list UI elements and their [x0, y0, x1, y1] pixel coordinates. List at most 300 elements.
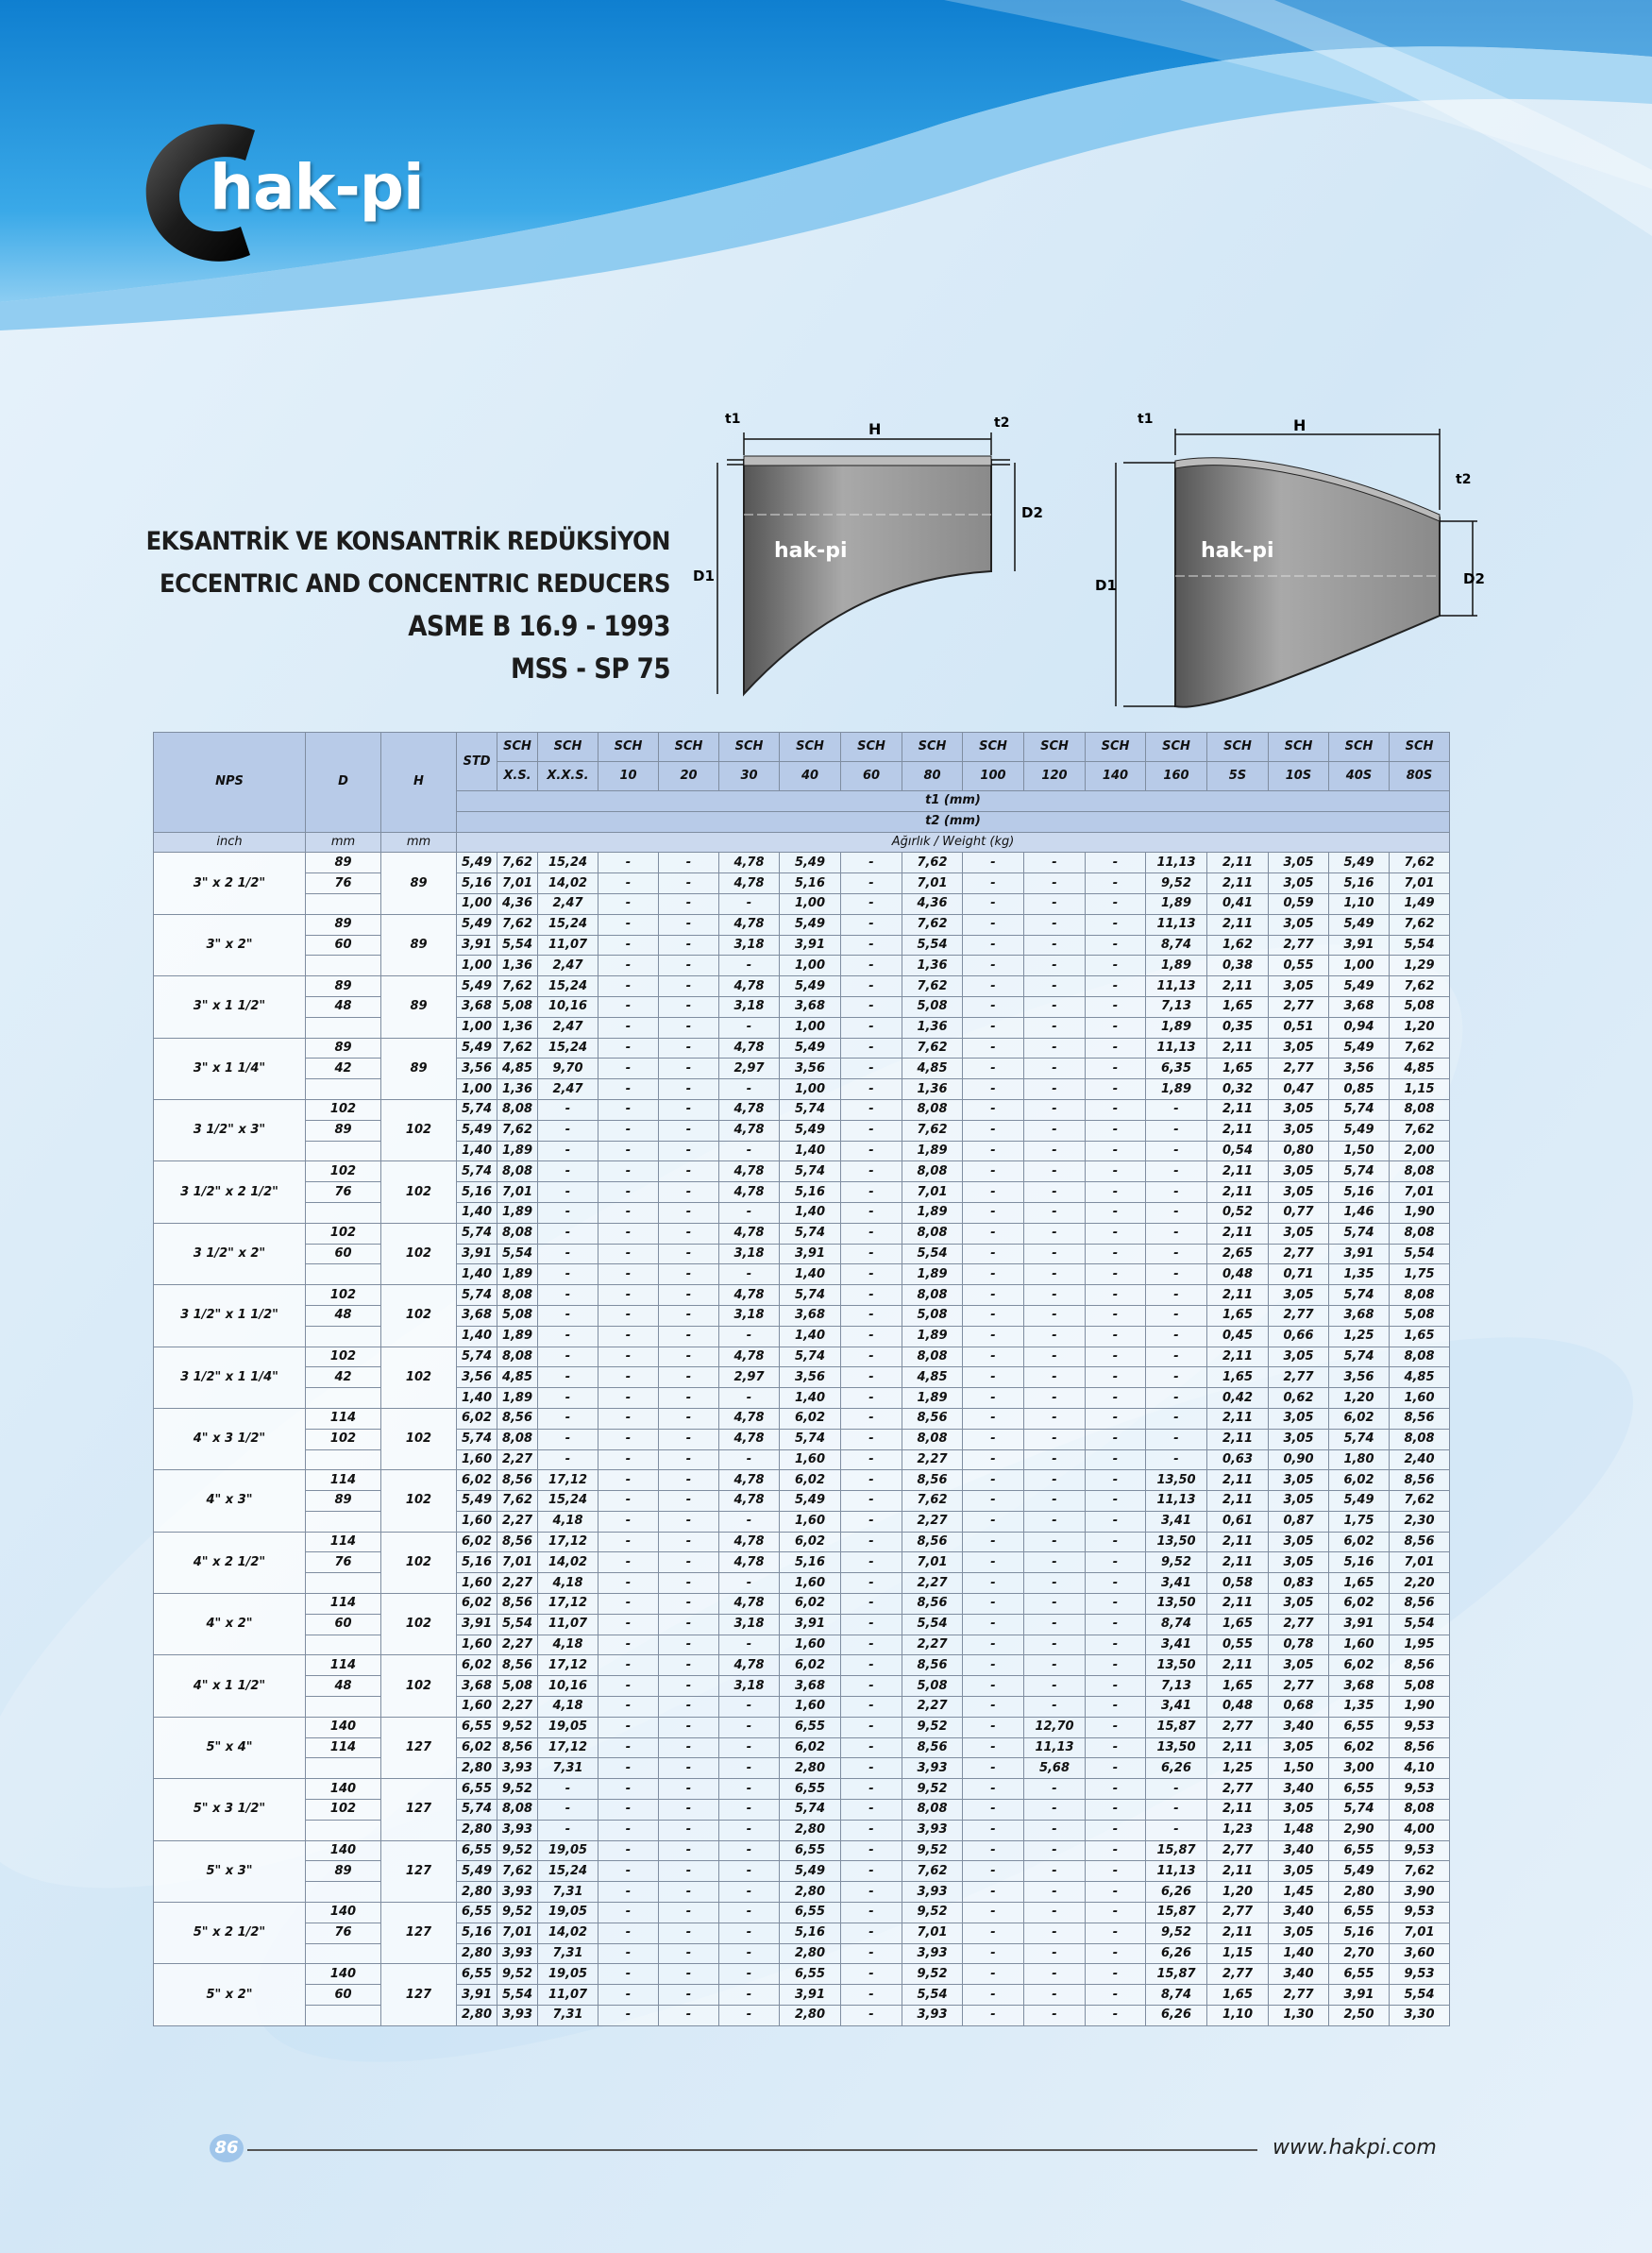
cell-value: 7,13 — [1146, 996, 1207, 1017]
cell-value: 3,05 — [1269, 1408, 1329, 1429]
cell-value: - — [659, 1244, 719, 1264]
cell-value: 5,49 — [1329, 1861, 1390, 1882]
cell-value: 3,68 — [457, 996, 497, 1017]
cell-value: 2,11 — [1207, 1491, 1269, 1512]
cell-value: - — [1086, 1429, 1146, 1449]
header-sch-top-10: SCH — [1086, 733, 1146, 762]
cell-value: 8,56 — [497, 1532, 538, 1552]
cell-value: - — [659, 1388, 719, 1409]
cell-value: 3,68 — [780, 1305, 841, 1326]
cell-value: - — [1086, 893, 1146, 914]
cell-value: 3,05 — [1269, 1655, 1329, 1676]
cell-value: 5,74 — [1329, 1347, 1390, 1367]
header-sch-bottom-13: 10S — [1269, 762, 1329, 791]
cell-value: - — [1146, 1779, 1207, 1800]
cell-value: 5,54 — [497, 1614, 538, 1635]
table-row — [154, 1903, 1450, 1923]
cell-value: - — [1024, 1511, 1086, 1532]
cell-value: - — [841, 1347, 902, 1367]
cell-value: 1,80 — [1329, 1449, 1390, 1470]
cell-value: - — [963, 1820, 1024, 1840]
cell-value: 2,11 — [1207, 1182, 1269, 1203]
cell-value: 7,01 — [1390, 1552, 1450, 1573]
cell-value: 2,80 — [780, 1943, 841, 1964]
cell-value: - — [659, 1614, 719, 1635]
cell-value: 6,02 — [780, 1532, 841, 1552]
cell-value: - — [659, 1511, 719, 1532]
cell-value: - — [659, 1882, 719, 1903]
cell-value: 8,56 — [902, 1532, 963, 1552]
cell-h: 102 — [381, 1285, 457, 1347]
cell-value: - — [538, 1449, 598, 1470]
cell-value: 1,10 — [1329, 893, 1390, 914]
cell-value: 1,20 — [1207, 1882, 1269, 1903]
cell-value: 5,16 — [780, 1923, 841, 1943]
cell-value: 8,08 — [1390, 1099, 1450, 1120]
header-sch-top-2: SCH — [598, 733, 659, 762]
cell-value: - — [719, 1511, 780, 1532]
cell-value: - — [1086, 1511, 1146, 1532]
cell-value: - — [1146, 1264, 1207, 1285]
table-row — [154, 2006, 1450, 2026]
cell-value: - — [841, 1779, 902, 1800]
cell-value: 1,36 — [902, 956, 963, 976]
cell-value: 8,08 — [902, 1099, 963, 1120]
header-sch-bottom-7: 80 — [902, 762, 963, 791]
header-sch-top-4: SCH — [719, 733, 780, 762]
cell-value: 1,60 — [457, 1449, 497, 1470]
cell-value: 8,56 — [1390, 1470, 1450, 1491]
cell-value: - — [963, 1491, 1024, 1512]
cell-value: - — [1024, 935, 1086, 956]
cell-d: 114 — [306, 1594, 381, 1615]
cell-value: 3,91 — [457, 1614, 497, 1635]
cell-value: - — [963, 996, 1024, 1017]
cell-value: - — [841, 873, 902, 894]
cell-d-empty — [306, 1697, 381, 1718]
cell-d: 76 — [306, 873, 381, 894]
cell-value: 5,49 — [780, 914, 841, 935]
cell-value: - — [659, 1594, 719, 1615]
cell-value: 3,56 — [1329, 1367, 1390, 1388]
cell-value: 6,35 — [1146, 1059, 1207, 1079]
cell-value: - — [1086, 1326, 1146, 1347]
cell-value: - — [841, 996, 902, 1017]
cell-value: 1,23 — [1207, 1820, 1269, 1840]
header-sch-bottom-11: 160 — [1146, 762, 1207, 791]
cell-value: - — [963, 1800, 1024, 1821]
cell-value: - — [598, 1697, 659, 1718]
table-row — [154, 1882, 1450, 1903]
cell-value: - — [598, 1614, 659, 1635]
reducer-spec-table — [153, 732, 1450, 2026]
cell-value: - — [719, 1840, 780, 1861]
cell-value: - — [1086, 935, 1146, 956]
cell-value: 3,68 — [457, 1676, 497, 1697]
cell-value: - — [1024, 1244, 1086, 1264]
cell-value: - — [963, 1737, 1024, 1758]
cell-value: 13,50 — [1146, 1470, 1207, 1491]
cell-value: 3,41 — [1146, 1573, 1207, 1594]
cell-value: - — [659, 893, 719, 914]
cell-d-empty — [306, 1202, 381, 1223]
cell-value: 0,61 — [1207, 1511, 1269, 1532]
cell-value: 1,00 — [780, 893, 841, 914]
cell-h: 127 — [381, 1717, 457, 1778]
cell-value: 1,65 — [1207, 1985, 1269, 2006]
cell-value: 7,62 — [497, 976, 538, 997]
cell-value: 7,62 — [497, 853, 538, 873]
cell-d: 60 — [306, 1985, 381, 2006]
cell-value: - — [841, 1985, 902, 2006]
cell-value: - — [1086, 1943, 1146, 1964]
table-row — [154, 1449, 1450, 1470]
cell-value: 3,05 — [1269, 1099, 1329, 1120]
cell-value: 6,02 — [780, 1594, 841, 1615]
cell-value: - — [659, 996, 719, 1017]
cell-value: - — [841, 1758, 902, 1779]
cell-value: 9,52 — [1146, 873, 1207, 894]
cell-value: 3,91 — [457, 935, 497, 956]
cell-h: 89 — [381, 914, 457, 975]
cell-h: 102 — [381, 1408, 457, 1469]
cell-value: 1,60 — [1390, 1388, 1450, 1409]
cell-value: 1,00 — [780, 1079, 841, 1100]
table-row — [154, 853, 1450, 873]
cell-value: 2,80 — [457, 1758, 497, 1779]
cell-value: 8,08 — [497, 1161, 538, 1182]
diagram-watermark: hak-pi — [1201, 539, 1274, 563]
cell-value: 5,54 — [902, 1614, 963, 1635]
cell-value: - — [1024, 1326, 1086, 1347]
table-row — [154, 1017, 1450, 1038]
cell-value: 4,78 — [719, 1491, 780, 1512]
cell-value: - — [659, 1161, 719, 1182]
cell-value: - — [963, 1244, 1024, 1264]
cell-value: - — [841, 893, 902, 914]
cell-value: - — [598, 1182, 659, 1203]
cell-value: - — [1146, 1182, 1207, 1203]
cell-value: - — [963, 853, 1024, 873]
cell-value: 2,77 — [1269, 1676, 1329, 1697]
table-row — [154, 1491, 1450, 1512]
cell-value: 1,15 — [1390, 1079, 1450, 1100]
cell-nps: 3" x 1 1/4" — [154, 1038, 306, 1099]
table-row — [154, 1635, 1450, 1655]
cell-value: - — [1024, 996, 1086, 1017]
cell-value: - — [1024, 1779, 1086, 1800]
cell-d-empty — [306, 1758, 381, 1779]
cell-value: 2,77 — [1207, 1717, 1269, 1737]
cell-nps: 4" x 3 1/2" — [154, 1408, 306, 1469]
cell-value: 5,74 — [780, 1347, 841, 1367]
cell-value: - — [719, 1449, 780, 1470]
cell-value: 6,02 — [1329, 1737, 1390, 1758]
cell-value: 7,01 — [902, 1923, 963, 1943]
cell-value: 7,01 — [497, 1923, 538, 1943]
cell-value: 6,55 — [457, 1964, 497, 1985]
cell-value: 1,40 — [780, 1326, 841, 1347]
table-row — [154, 1697, 1450, 1718]
cell-value: 0,41 — [1207, 893, 1269, 914]
cell-value: - — [1024, 976, 1086, 997]
cell-value: 0,52 — [1207, 1202, 1269, 1223]
cell-value: 2,77 — [1269, 1059, 1329, 1079]
cell-value: 0,80 — [1269, 1141, 1329, 1161]
cell-value: 6,55 — [457, 1903, 497, 1923]
cell-value: - — [841, 1202, 902, 1223]
cell-value: 8,56 — [1390, 1594, 1450, 1615]
cell-value: 8,56 — [497, 1594, 538, 1615]
cell-value: 1,00 — [457, 956, 497, 976]
cell-value: - — [719, 1861, 780, 1882]
cell-value: 9,70 — [538, 1059, 598, 1079]
cell-value: 5,16 — [780, 873, 841, 894]
cell-value: - — [598, 1861, 659, 1882]
cell-value: - — [1024, 1903, 1086, 1923]
header-sch-top-7: SCH — [902, 733, 963, 762]
cell-value: 2,27 — [902, 1697, 963, 1718]
cell-value: - — [719, 1758, 780, 1779]
table-row — [154, 1388, 1450, 1409]
cell-value: - — [719, 1923, 780, 1943]
cell-value: 5,49 — [457, 976, 497, 997]
cell-value: 5,49 — [457, 1491, 497, 1512]
cell-value: 9,52 — [497, 1964, 538, 1985]
cell-value: 4,78 — [719, 1429, 780, 1449]
cell-value: - — [538, 1388, 598, 1409]
cell-value: - — [1024, 956, 1086, 976]
header-sch-bottom-3: 20 — [659, 762, 719, 791]
cell-value: 1,60 — [1329, 1635, 1390, 1655]
table-row — [154, 1223, 1450, 1244]
cell-value: 11,13 — [1024, 1737, 1086, 1758]
cell-nps: 3" x 2 1/2" — [154, 853, 306, 914]
table-row — [154, 1202, 1450, 1223]
cell-value: 5,54 — [497, 935, 538, 956]
cell-value: - — [1146, 1305, 1207, 1326]
cell-value: 5,74 — [780, 1099, 841, 1120]
cell-value: 2,77 — [1207, 1840, 1269, 1861]
cell-value: 2,11 — [1207, 1923, 1269, 1943]
cell-nps: 3 1/2" x 1 1/4" — [154, 1347, 306, 1408]
cell-value: - — [598, 1717, 659, 1737]
cell-value: - — [659, 1573, 719, 1594]
cell-value: - — [659, 1264, 719, 1285]
cell-value: 3,93 — [902, 1758, 963, 1779]
cell-value: - — [1086, 1697, 1146, 1718]
cell-value: 19,05 — [538, 1964, 598, 1985]
cell-d: 140 — [306, 1903, 381, 1923]
label-d1: D1 — [693, 567, 715, 584]
cell-d: 102 — [306, 1161, 381, 1182]
cell-value: 1,00 — [457, 1017, 497, 1038]
cell-value: 4,85 — [1390, 1059, 1450, 1079]
cell-value: - — [659, 1717, 719, 1737]
cell-value: - — [659, 1367, 719, 1388]
cell-value: - — [598, 1367, 659, 1388]
cell-value: 2,77 — [1269, 996, 1329, 1017]
cell-value: 2,27 — [497, 1511, 538, 1532]
cell-value: - — [1024, 1676, 1086, 1697]
cell-value: - — [719, 1141, 780, 1161]
cell-value: - — [1086, 1964, 1146, 1985]
cell-value: 6,02 — [457, 1408, 497, 1429]
cell-value: - — [598, 893, 659, 914]
cell-value: 1,40 — [457, 1264, 497, 1285]
cell-value: - — [1086, 1449, 1146, 1470]
cell-value: 3,91 — [1329, 1244, 1390, 1264]
cell-value: 3,41 — [1146, 1635, 1207, 1655]
website-link[interactable]: www.hakpi.com — [1273, 2136, 1437, 2160]
cell-value: 1,36 — [497, 1017, 538, 1038]
cell-value: - — [963, 1923, 1024, 1943]
cell-value: - — [1024, 1594, 1086, 1615]
cell-value: - — [963, 1594, 1024, 1615]
cell-value: 1,75 — [1329, 1511, 1390, 1532]
cell-value: - — [659, 1059, 719, 1079]
cell-value: - — [719, 1903, 780, 1923]
cell-value: 5,08 — [497, 1305, 538, 1326]
cell-value: 9,52 — [1146, 1923, 1207, 1943]
cell-value: 4,85 — [902, 1059, 963, 1079]
cell-h: 127 — [381, 1903, 457, 1964]
cell-value: 3,40 — [1269, 1717, 1329, 1737]
cell-value: - — [1024, 1697, 1086, 1718]
cell-value: 1,89 — [1146, 1017, 1207, 1038]
cell-value: 15,24 — [538, 1861, 598, 1882]
cell-value: 8,08 — [497, 1285, 538, 1306]
cell-value: - — [719, 1964, 780, 1985]
cell-value: 3,93 — [497, 1943, 538, 1964]
cell-value: - — [963, 1017, 1024, 1038]
cell-value: - — [1086, 1182, 1146, 1203]
cell-value: 8,08 — [497, 1429, 538, 1449]
cell-value: - — [538, 1182, 598, 1203]
table-row — [154, 976, 1450, 997]
cell-value: 11,13 — [1146, 1861, 1207, 1882]
cell-value: 0,59 — [1269, 893, 1329, 914]
cell-h: 89 — [381, 976, 457, 1038]
table-row — [154, 1182, 1450, 1203]
cell-value: 7,62 — [1390, 1491, 1450, 1512]
cell-value: 5,08 — [902, 1305, 963, 1326]
cell-value: 11,07 — [538, 1985, 598, 2006]
cell-value: - — [841, 1429, 902, 1449]
cell-value: - — [841, 1882, 902, 1903]
table-row — [154, 1737, 1450, 1758]
cell-value: 1,60 — [780, 1635, 841, 1655]
cell-value: - — [1086, 873, 1146, 894]
cell-d: 114 — [306, 1408, 381, 1429]
table-row — [154, 1552, 1450, 1573]
cell-value: - — [598, 1511, 659, 1532]
cell-d: 114 — [306, 1532, 381, 1552]
cell-value: - — [963, 1779, 1024, 1800]
cell-value: 5,49 — [1329, 1038, 1390, 1059]
cell-value: 5,49 — [780, 1038, 841, 1059]
cell-value: 15,87 — [1146, 1717, 1207, 1737]
cell-value: - — [841, 1943, 902, 1964]
cell-value: 1,10 — [1207, 2006, 1269, 2026]
cell-value: 0,83 — [1269, 1573, 1329, 1594]
cell-nps: 3" x 2" — [154, 914, 306, 975]
cell-value: 6,02 — [780, 1470, 841, 1491]
table-row — [154, 1120, 1450, 1141]
cell-value: 7,62 — [1390, 1861, 1450, 1882]
cell-value: 5,54 — [497, 1244, 538, 1264]
cell-value: - — [1024, 2006, 1086, 2026]
cell-value: 3,68 — [1329, 1305, 1390, 1326]
cell-value: - — [1086, 1594, 1146, 1615]
cell-value: 2,97 — [719, 1059, 780, 1079]
cell-value: - — [659, 1655, 719, 1676]
cell-value: 15,87 — [1146, 1903, 1207, 1923]
cell-value: - — [719, 1202, 780, 1223]
cell-value: 7,62 — [902, 914, 963, 935]
brand-logo-text: hak-pi — [210, 151, 424, 224]
cell-value: - — [963, 1120, 1024, 1141]
cell-value: - — [1086, 1017, 1146, 1038]
cell-value: 3,93 — [497, 2006, 538, 2026]
cell-value: 7,01 — [497, 1182, 538, 1203]
cell-value: 4,85 — [902, 1367, 963, 1388]
cell-value: - — [1146, 1120, 1207, 1141]
cell-value: - — [1024, 893, 1086, 914]
cell-value: 1,40 — [1269, 1943, 1329, 1964]
cell-value: 6,02 — [457, 1470, 497, 1491]
cell-value: - — [1146, 1326, 1207, 1347]
cell-value: 7,01 — [902, 873, 963, 894]
cell-value: 8,08 — [1390, 1285, 1450, 1306]
cell-value: - — [598, 1120, 659, 1141]
header-sch-top-6: SCH — [841, 733, 902, 762]
cell-value: 8,08 — [497, 1800, 538, 1821]
cell-value: - — [963, 1429, 1024, 1449]
cell-value: 9,52 — [902, 1779, 963, 1800]
cell-value: 1,35 — [1329, 1264, 1390, 1285]
cell-value: - — [659, 1491, 719, 1512]
cell-value: 1,95 — [1390, 1635, 1450, 1655]
cell-value: - — [538, 1223, 598, 1244]
cell-value: - — [1086, 1737, 1146, 1758]
cell-value: 5,74 — [457, 1347, 497, 1367]
cell-value: 7,62 — [497, 1861, 538, 1882]
header-sch-bottom-4: 30 — [719, 762, 780, 791]
cell-value: 2,80 — [780, 1820, 841, 1840]
cell-value: 2,80 — [457, 1820, 497, 1840]
header-sch-top-11: SCH — [1146, 733, 1207, 762]
cell-value: 1,36 — [497, 1079, 538, 1100]
cell-d-empty — [306, 1943, 381, 1964]
cell-value: - — [1024, 1532, 1086, 1552]
cell-value: - — [598, 956, 659, 976]
cell-value: 1,40 — [457, 1388, 497, 1409]
cell-value: - — [841, 1552, 902, 1573]
cell-value: 15,87 — [1146, 1840, 1207, 1861]
cell-value: 3,18 — [719, 996, 780, 1017]
cell-value: - — [1024, 1161, 1086, 1182]
cell-value: 17,12 — [538, 1594, 598, 1615]
cell-value: 6,02 — [457, 1532, 497, 1552]
cell-value: 1,65 — [1207, 1367, 1269, 1388]
cell-value: 3,93 — [902, 2006, 963, 2026]
cell-value: - — [598, 1202, 659, 1223]
cell-value: - — [598, 914, 659, 935]
cell-value: - — [598, 1532, 659, 1552]
cell-value: - — [1024, 1017, 1086, 1038]
cell-value: 0,38 — [1207, 956, 1269, 976]
